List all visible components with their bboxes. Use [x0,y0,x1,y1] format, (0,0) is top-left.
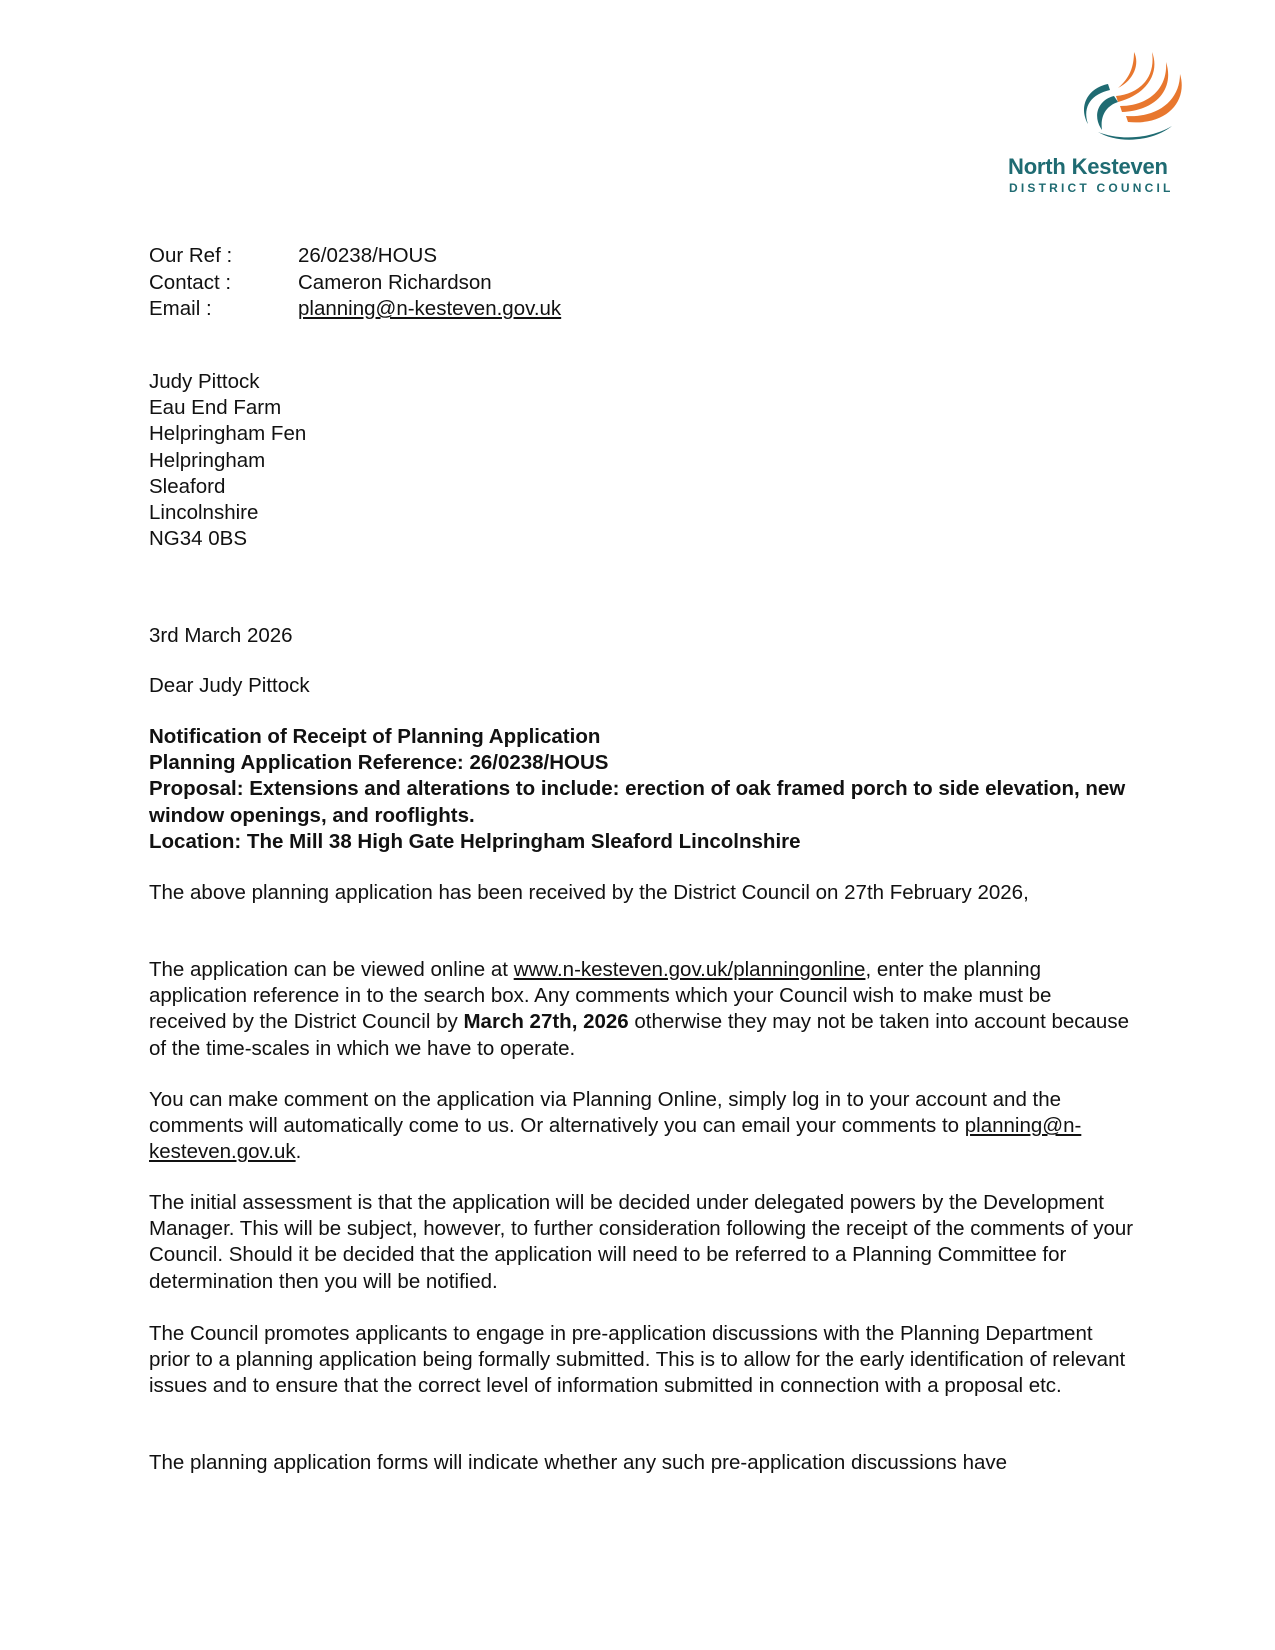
planning-email-link[interactable]: planning@n-kesteven.gov.uk [149,1114,1082,1164]
address-line: Sleaford [149,474,226,498]
our-ref-value: 26/0238/HOUS [298,244,438,267]
address-line: Judy Pittock [149,370,260,393]
email-row [149,296,561,323]
subject-heading [149,724,1139,855]
paragraph-text: . [295,1140,302,1164]
paragraph-forms: The planning application forms will indicate whether any such pre-application discussions have [149,1451,1008,1474]
council-name: North Kesteven [1008,154,1168,179]
council-logo-icon [1068,44,1188,144]
council-subtitle: DISTRICT COUNCIL [1009,181,1174,195]
paragraph-pre-application: The Council promotes applicants to engage in pre-application discussions with the Planning Department prior to a planning application being formally submitted. This is to allow for the early identification of relevant issues and to ensure that the correct level of information submitted in connection with a proposal etc. [149,1322,1126,1398]
contact-value: Cameron Richardson [298,270,492,294]
email-label: Email : [149,297,212,320]
heading-proposal: Proposal: Extensions and alterations to include: erection of oak framed porch to side elevation, new window openings, and rooflights. [149,777,1126,827]
paragraph-text: otherwise they may not be taken into account because of the time-scales in which we have to operate. [149,1010,1129,1060]
heading-location: Location: The Mill 38 High Gate Helpringham Sleaford Lincolnshire [149,829,801,853]
paragraph-view-online [149,957,1134,1062]
heading-reference: Planning Application Reference: 26/0238/HOUS [149,751,609,775]
contact-row [149,270,561,297]
paragraph-text: The application can be viewed online at [149,958,514,981]
paragraph-received: The above planning application has been received by the District Council on 27th February 2026, [149,881,1029,904]
paragraph-text: , enter the planning application reference in to the search box. Any comments which your Council wish to make must be received by the District Council by [149,958,1052,1034]
paragraph-assessment: The initial assessment is that the application will be decided under delegated powers by the Development Manager. This will be subject, however, to further consideration following the receipt of the comments of your Council. Should it be decided that the application will need to be referred to a Planning Committee for determination then you will be notified. [149,1191,1134,1293]
address-line: Helpringham [149,448,266,472]
salutation: Dear Judy Pittock [149,674,310,697]
reference-block [149,243,561,323]
recipient-address [149,369,306,552]
planning-online-link[interactable]: www.n-kesteven.gov.uk/planningonline [513,958,866,981]
letter-date: 3rd March 2026 [149,624,293,647]
council-logo [1008,44,1238,204]
our-ref-row [149,243,561,270]
our-ref-label: Our Ref : [149,244,233,267]
address-line: Lincolnshire [149,501,259,525]
email-link[interactable]: planning@n-kesteven.gov.uk [298,297,562,320]
address-line: Helpringham Fen [149,422,307,446]
paragraph-comment [149,1087,1134,1166]
address-line: Eau End Farm [149,396,282,420]
address-line: NG34 0BS [149,527,247,551]
contact-label: Contact : [149,270,232,294]
deadline-date: March 27th, 2026 [463,1010,629,1034]
paragraph-text: You can make comment on the application via Planning Online, simply log in to your account and the comments will automatically come to us. Or alternatively you can email your comments to [149,1088,1062,1138]
heading-title: Notification of Receipt of Planning Application [149,725,601,748]
